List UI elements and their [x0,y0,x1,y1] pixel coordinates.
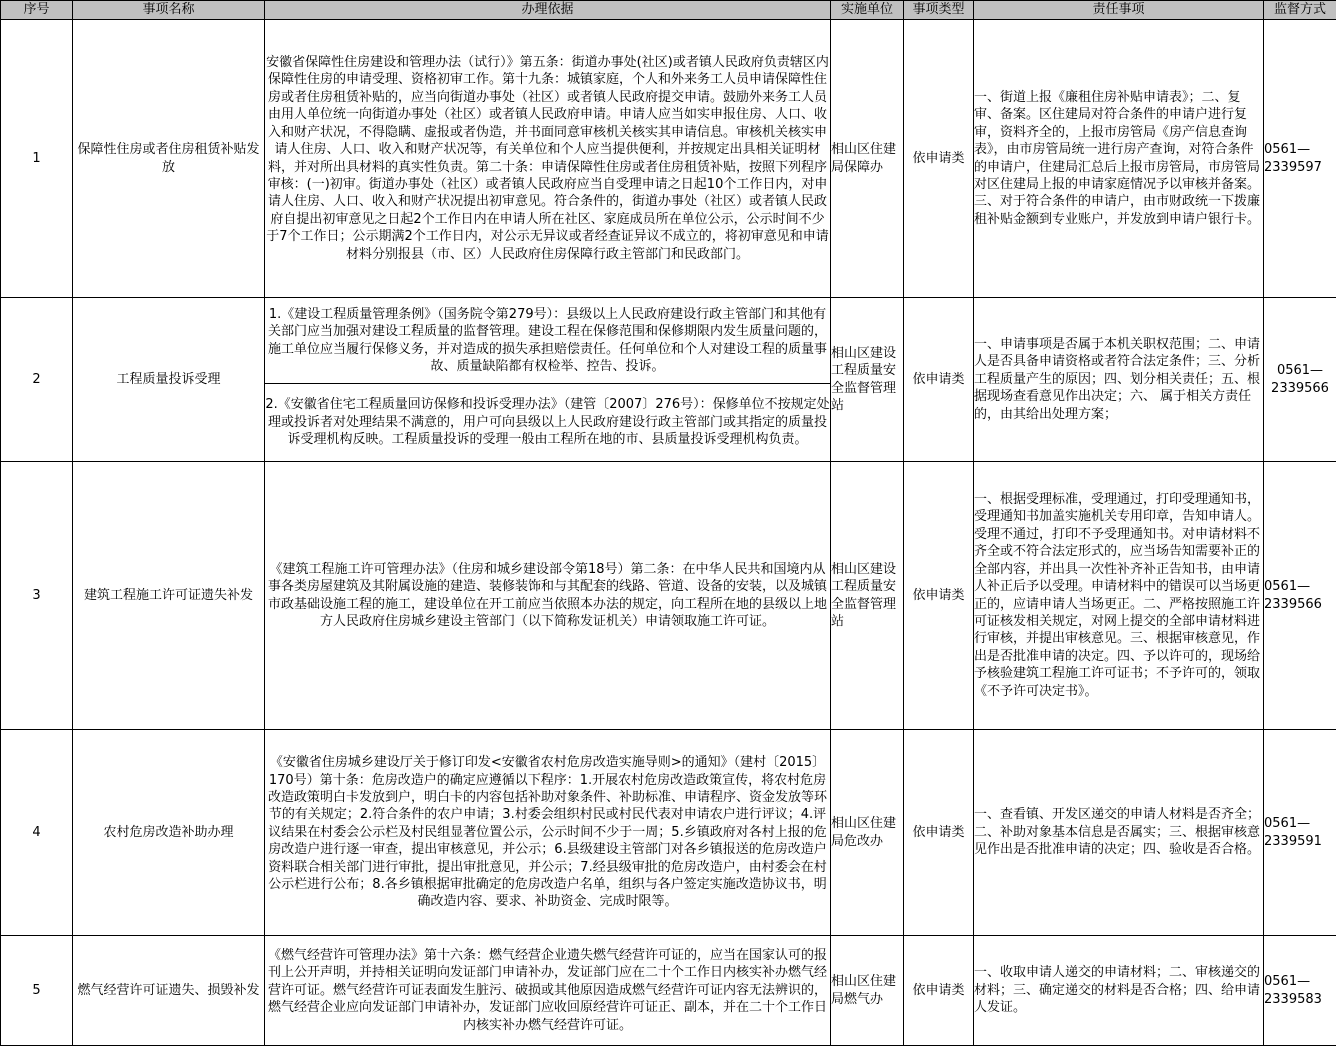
row-resp: 一、申请事项是否属于本机关职权范围；二、申请人是否具备申请资格或者符合法定条件；三、分析工程质量产生的原因；四、划分相关责任；五、根据现场查看意见作出决定；六、 属于相关方责任的，由其给出处理方案； [974,298,1264,462]
table-row [1,462,1336,730]
row-supervise: 0561—2339566 [1264,462,1336,730]
row-name: 农村危房改造补助办理 [73,730,265,936]
row-type: 依申请类 [904,730,974,936]
header-type: 事项类型 [904,1,974,20]
table-row [1,936,1336,1046]
row-resp: 一、查看镇、开发区递交的申请人材料是否齐全；二、补助对象基本信息是否属实；三、根据审核意见作出是否批准申请的决定；四、验收是否合格。 [974,730,1264,936]
row-unit: 相山区住建局燃气办 [831,936,904,1046]
row-basis-part-1: 1.《建设工程质量管理条例》（国务院令第279号）：县级以上人民政府建设行政主管部门和其他有关部门应当加强对建设工程质量的监督管理。建设工程在保修范围和保修期限内发生质量问题的，施工单位应当履行保修义务，并对造成的损失承担赔偿责任。任何单位和个人对建设工程的质量事故、质量缺陷都有权检举、控告、投诉。 [265,298,831,384]
row-resp: 一、根据受理标准，受理通过，打印受理通知书，受理通知书加盖实施机关专用印章，告知申请人。受理不通过，打印不予受理通知书。对申请材料不齐全或不符合法定形式的，应当场告知需要补正的全部内容，并出具一次性补齐补正告知书，由申请人补正后予以受理。申请材料中的错误可以当场更正的，应请申请人当场更正。二、严格按照施工许可证核发相关规定，对网上提交的全部申请材料进行审核，并提出审核意见。三、根据审核意见，作出是否批准申请的决定。四、予以许可的，现场给予核验建筑工程施工许可证书；不予许可的，领取《不予许可决定书》。 [974,462,1264,730]
row-unit: 相山区建设工程质量安全监督管理站 [831,462,904,730]
row-name: 保障性住房或者住房租赁补贴发放 [73,20,265,298]
table-row [1,20,1336,298]
header-no: 序号 [1,1,73,20]
row-no: 4 [1,730,73,936]
row-supervise: 0561—2339583 [1264,936,1336,1046]
header-unit: 实施单位 [831,1,904,20]
row-supervise: 0561—2339597 [1264,20,1336,298]
row-no: 3 [1,462,73,730]
row-resp: 一、收取申请人递交的申请材料；二、审核递交的材料；三、确定递交的材料是否合格；四、给申请人发证。 [974,936,1264,1046]
row-no: 5 [1,936,73,1046]
row-unit: 相山区住建局危改办 [831,730,904,936]
row-basis-part-2: 2.《安徽省住宅工程质量回访保修和投诉受理办法》（建管〔2007〕276号）：保修单位不按规定处理或投诉者对处理结果不满意的，用户可向县级以上人民政府建设行政主管部门或其指定的质量投诉受理机构反映。工程质量投诉的受理一般由工程所在地的市、县质量投诉受理机构负责。 [265,384,831,462]
row-type: 依申请类 [904,462,974,730]
row-resp: 一、街道上报《廉租住房补贴申请表》；二、复审、备案。区住建局对符合条件的申请户进行复审，资料齐全的，上报市房管局《房产信息查询表》，由市房管局统一进行房产查询，对符合条件的申请户，住建局汇总后上报市房管局，市房管局对区住建局上报的申请家庭情况予以审核并备案。三、对于符合条件的申请户，由市财政统一下拨廉租补贴金额到专业账户，并发放到申请户银行卡。 [974,20,1264,298]
header-supervise: 监督方式 [1264,1,1336,20]
row-type: 依申请类 [904,298,974,462]
row-unit: 相山区住建局保障办 [831,20,904,298]
header-row [1,1,1336,20]
row-basis: 《安徽省住房城乡建设厅关于修订印发<安徽省农村危房改造实施导则>的通知》（建村〔2015〕170号）第十条：危房改造户的确定应遵循以下程序：1.开展农村危房改造政策宣传，将农村危房改造政策明白卡发放到户，明白卡的内容包括补助对象条件、补助标准、申请程序、资金发放等环节的有关规定；2.符合条件的农户申请；3.村委会组织村民或村民代表对申请农户进行评议；4.评议结果在村委会公示栏及村民组显著位置公示，公示时间不少于一周；5.乡镇政府对各村上报的危房改造户进行逐一审查，提出审核意见，并公示；6.县级建设主管部门对各乡镇报送的危房改造户资料联合相关部门进行审批，提出审批意见，并公示；7.经县级审批的危房改造户，由村委会在村公示栏进行公布；8.各乡镇根据审批确定的危房改造户名单，组织与各户签定实施改造协议书，明确改造内容、要求、补助资金、完成时限等。 [265,730,831,936]
row-type: 依申请类 [904,20,974,298]
row-name: 工程质量投诉受理 [73,298,265,462]
row-no: 2 [1,298,73,462]
row-basis: 安徽省保障性住房建设和管理办法（试行）》第五条：街道办事处(社区)或者镇人民政府负责辖区内保障性住房的申请受理、资格初审工作。第十九条：城镇家庭，个人和外来务工人员申请保障性住房或者住房租赁补贴的，应当向街道办事处（社区）或者镇人民政府提交申请。鼓励外来务工人员由用人单位统一向街道办事处（社区）或者镇人民政府申请。申请人应当如实申报住房、人口、收入和财产状况，不得隐瞒、虚报或者伪造，并书面同意审核机关核实其申请信息。审核机关核实申请人住房、人口、收入和财产状况等，有关单位和个人应当提供便利，并按规定出具相关证明材料，并对所出具材料的真实性负责。第二十条：申请保障性住房或者住房租赁补贴，按照下列程序审核：(一)初审。街道办事处（社区）或者镇人民政府应当自受理申请之日起10个工作日内，对申请人住房、人口、收入和财产状况提出初审意见。符合条件的，街道办事处（社区）或者镇人民政府自提出初审意见之日起2个工作日内在申请人所在社区、家庭成员所在单位公示，公示时间不少于7个工作日；公示期满2个工作日内，对公示无异议或者经查证异议不成立的，将初审意见和申请材料分别报县（市、区）人民政府住房保障行政主管部门和民政部门。 [265,20,831,298]
row-supervise: 0561—2339566 [1264,298,1336,462]
table-row [1,298,1336,384]
row-basis: 《建筑工程施工许可管理办法》（住房和城乡建设部令第18号）第二条：在中华人民共和国境内从事各类房屋建筑及其附属设施的建造、装修装饰和与其配套的线路、管道、设备的安装，以及城镇市政基础设施工程的施工，建设单位在开工前应当依照本办法的规定，向工程所在地的县级以上地方人民政府住房城乡建设主管部门（以下简称发证机关）申请领取施工许可证。 [265,462,831,730]
row-supervise: 0561—2339591 [1264,730,1336,936]
row-unit: 相山区建设工程质量安全监督管理站 [831,298,904,462]
header-name: 事项名称 [73,1,265,20]
header-basis: 办理依据 [265,1,831,20]
row-name: 建筑工程施工许可证遗失补发 [73,462,265,730]
table-row [1,730,1336,936]
row-no: 1 [1,20,73,298]
header-resp: 责任事项 [974,1,1264,20]
row-name: 燃气经营许可证遗失、损毁补发 [73,936,265,1046]
row-type: 依申请类 [904,936,974,1046]
row-basis: 《燃气经营许可管理办法》第十六条：燃气经营企业遗失燃气经营许可证的，应当在国家认可的报刊上公开声明，并持相关证明向发证部门申请补办，发证部门应在二十个工作日内核实补办燃气经营许可证。燃气经营许可证表面发生脏污、破损或其他原因造成燃气经营许可证内容无法辨识的，燃气经营企业应向发证部门申请补办，发证部门应收回原经营许可证正、副本，并在二十个工作日内核实补办燃气经营许可证。 [265,936,831,1046]
